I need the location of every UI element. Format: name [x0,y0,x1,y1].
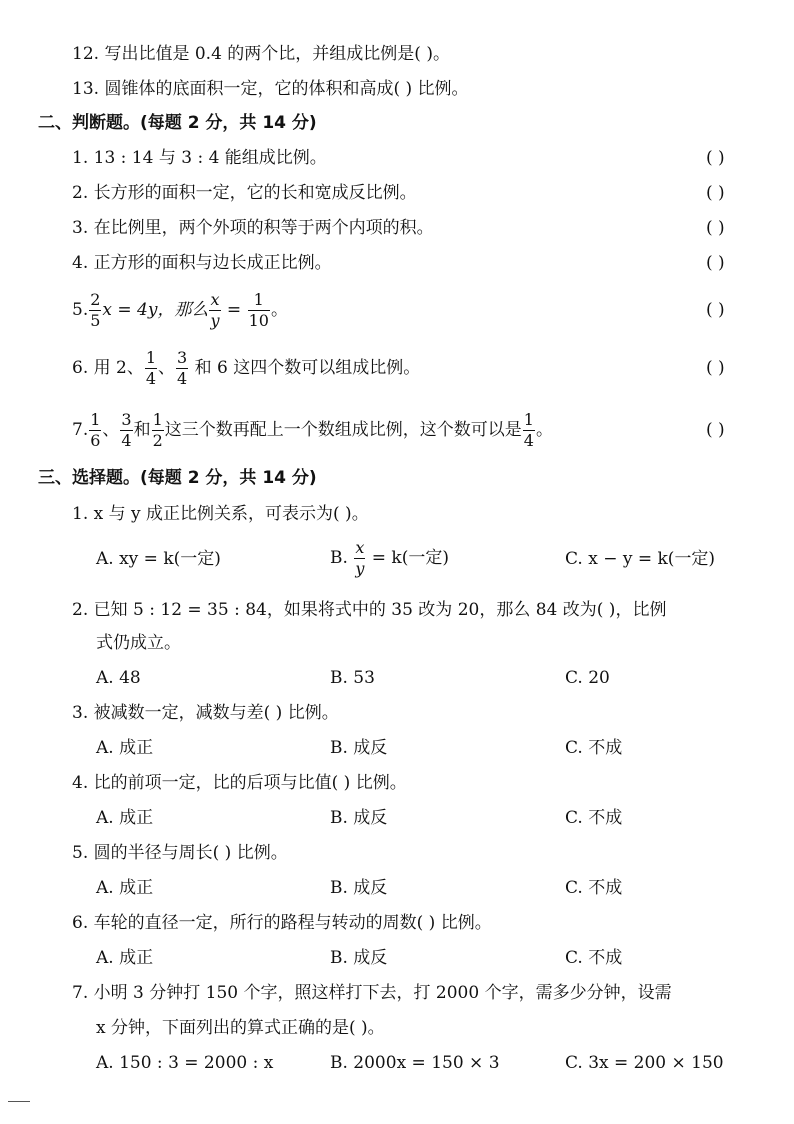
answer-bracket[interactable]: ( ) [706,300,725,320]
option-b[interactable]: B. 53 [330,668,375,688]
choice-question-2: 2. 已知 5 : 12 = 35 : 84，如果将式中的 35 改为 20，那么 84 改为( )，比例 [72,600,667,620]
answer-bracket[interactable]: ( ) [706,148,725,168]
judge-question-5: 5. $\frac{2}{5}$ x = 4y，那么 $\frac{x}{y}$ = $\frac{1}{10}$ 。 [72,290,288,330]
choice-question-7-continued: x 分钟，下面列出的算式正确的是( )。 [96,1018,385,1038]
judge-question-6: 6. 用 2、 $\frac{1}{4}$ 、 $\frac{3}{4}$ 和 6 这四个数可以组成比例。 [72,348,421,388]
option-a[interactable]: A. 成正 [96,878,154,898]
option-a[interactable]: A. 48 [96,668,141,688]
choice-question-3: 3. 被减数一定，减数与差( ) 比例。 [72,703,339,723]
option-b[interactable]: B. $\frac{x}{y}$ = k(一定) [330,538,449,578]
choice-question-4: 4. 比的前项一定，比的后项与比值( ) 比例。 [72,773,407,793]
answer-bracket[interactable]: ( ) [706,420,725,440]
section-heading-judgement: 二、判断题。(每题 2 分，共 14 分) [38,113,317,133]
option-c[interactable]: C. 不成 [565,738,623,758]
option-a[interactable]: A. 成正 [96,808,154,828]
option-c[interactable]: C. x − y = k(一定) [565,549,716,569]
answer-bracket[interactable]: ( ) [706,183,725,203]
option-a[interactable]: A. xy = k(一定) [96,549,221,569]
option-a[interactable]: A. 成正 [96,738,154,758]
page-edge-mark [8,1101,30,1102]
option-b[interactable]: B. 成反 [330,878,388,898]
option-c[interactable]: C. 不成 [565,878,623,898]
answer-bracket[interactable]: ( ) [706,218,725,238]
section-heading-choice: 三、选择题。(每题 2 分，共 14 分) [38,468,317,488]
judge-question-2: 2. 长方形的面积一定，它的长和宽成反比例。 [72,183,417,203]
judge-question-1: 1. 13 : 14 与 3 : 4 能组成比例。 [72,148,327,168]
option-b[interactable]: B. 成反 [330,738,388,758]
choice-question-1: 1. x 与 y 成正比例关系，可表示为( )。 [72,504,369,524]
option-c[interactable]: C. 不成 [565,808,623,828]
answer-bracket[interactable]: ( ) [706,358,725,378]
option-b[interactable]: B. 2000x = 150 × 3 [330,1053,500,1073]
judge-question-4: 4. 正方形的面积与边长成正比例。 [72,253,332,273]
question-13: 13. 圆锥体的底面积一定，它的体积和高成( ) 比例。 [72,79,469,99]
question-12: 12. 写出比值是 0.4 的两个比，并组成比例是( )。 [72,44,450,64]
option-c[interactable]: C. 不成 [565,948,623,968]
option-b[interactable]: B. 成反 [330,948,388,968]
judge-question-7: 7. $\frac{1}{6}$ 、 $\frac{3}{4}$ 和 $\frac{1}{2}$ 这三个数再配上一个数组成比例，这个数可以是 $\frac{1}{4}$ 。 [72,410,553,450]
option-b[interactable]: B. 成反 [330,808,388,828]
option-c[interactable]: C. 3x = 200 × 150 [565,1053,724,1073]
choice-question-7: 7. 小明 3 分钟打 150 个字，照这样打下去，打 2000 个字，需多少分钟，设需 [72,983,672,1003]
judge-question-3: 3. 在比例里，两个外项的积等于两个内项的积。 [72,218,434,238]
option-a[interactable]: A. 150 : 3 = 2000 : x [96,1053,274,1073]
option-c[interactable]: C. 20 [565,668,610,688]
choice-question-5: 5. 圆的半径与周长( ) 比例。 [72,843,288,863]
choice-question-2-continued: 式仍成立。 [96,633,181,653]
answer-bracket[interactable]: ( ) [706,253,725,273]
option-a[interactable]: A. 成正 [96,948,154,968]
choice-question-6: 6. 车轮的直径一定，所行的路程与转动的周数( ) 比例。 [72,913,492,933]
